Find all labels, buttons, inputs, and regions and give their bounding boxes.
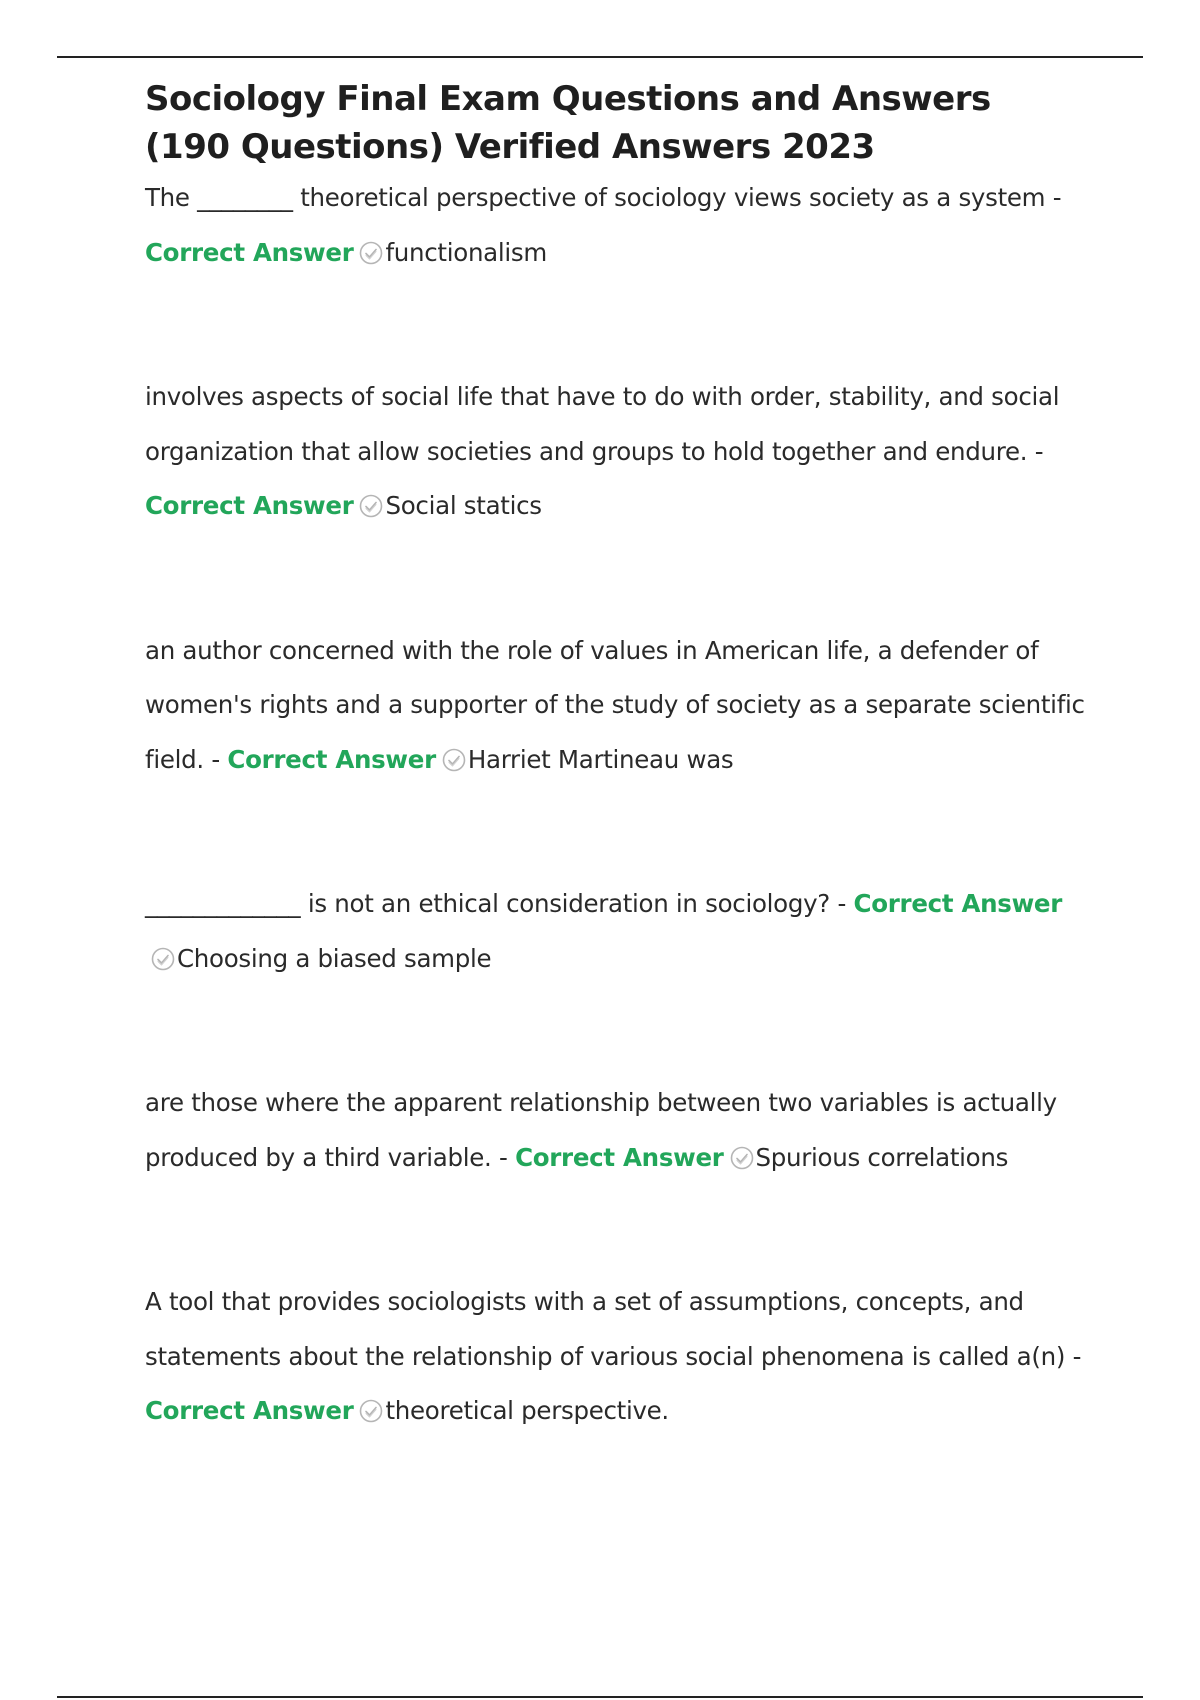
page-title: Sociology Final Exam Questions and Answers (190 Questions) Verified Answers 2023: [145, 79, 991, 167]
qa-item: [145, 1076, 1085, 1185]
question-text: an author concerned with the role of values in American life, a defender of women's rights and a supporter of the study of society as a separate scientific field. -: [145, 635, 1085, 774]
question-text: _____________ is not an ethical consideration in sociology? -: [145, 889, 847, 918]
correct-answer-label: Correct Answer: [145, 237, 354, 267]
qa-item: [145, 1275, 1085, 1439]
answer-text: theoretical perspective.: [385, 1396, 669, 1425]
qa-item: [145, 877, 1085, 986]
bottom-rule: [57, 1696, 1143, 1698]
check-circle-icon: [151, 947, 175, 971]
document-page: [145, 75, 1085, 1439]
check-circle-icon: [359, 494, 383, 518]
top-rule: [57, 56, 1143, 58]
answer-text: Harriet Martineau was: [467, 744, 734, 774]
qa-item: [145, 370, 1085, 534]
correct-answer-label: Correct Answer: [227, 744, 436, 774]
question-text: involves aspects of social life that have to do with order, stability, and social organization that allow societies and groups to hold together and endure. -: [145, 382, 1060, 466]
qa-item: [145, 171, 1085, 280]
correct-answer-label: Correct Answer: [515, 1142, 724, 1172]
check-circle-icon: [359, 1399, 383, 1423]
correct-answer-label: Correct Answer: [145, 1396, 354, 1425]
answer-text: Social statics: [385, 491, 542, 520]
qa-item: [145, 624, 1085, 788]
correct-answer-label: Correct Answer: [853, 889, 1063, 918]
answer-text: Spurious correlations: [755, 1142, 1009, 1172]
check-circle-icon: [730, 1146, 754, 1170]
check-circle-icon: [442, 748, 466, 772]
answer-text: functionalism: [385, 237, 547, 267]
correct-answer-label: Correct Answer: [145, 491, 354, 520]
check-circle-icon: [359, 241, 383, 265]
answer-text: Choosing a biased sample: [177, 943, 492, 973]
question-text: A tool that provides sociologists with a set of assumptions, concepts, and statements about the relationship of various social phenomena is called a(n) -: [145, 1287, 1082, 1371]
question-text: are those where the apparent relationship between two variables is actually produced by a third variable. -: [145, 1088, 1057, 1172]
question-text: The ________ theoretical perspective of sociology views society as a system -: [145, 183, 1062, 212]
